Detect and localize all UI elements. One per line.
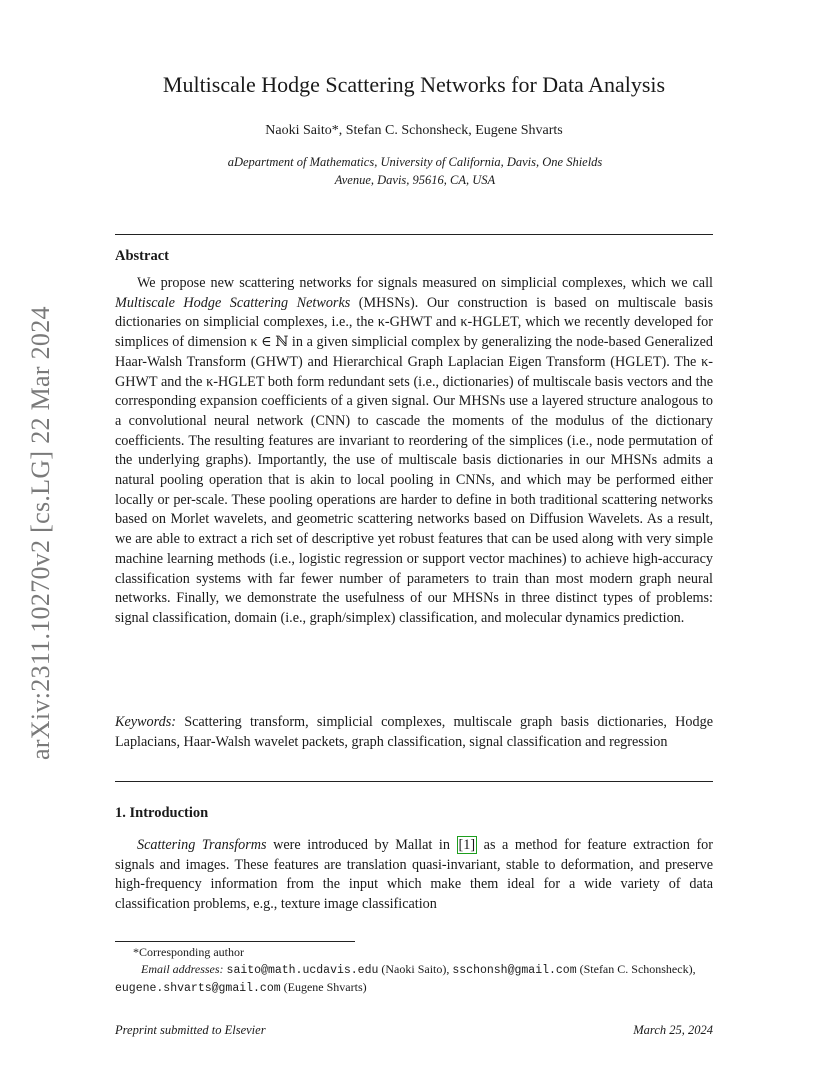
- email-owner-schonsheck: (Stefan C. Schonsheck),: [576, 962, 696, 976]
- abstract-mhsn-term: Multiscale Hodge Scattering Networks: [115, 294, 351, 311]
- email-owner-shvarts: (Eugene Shvarts): [280, 980, 367, 994]
- abstract-bottom-rule: [115, 781, 713, 782]
- abstract-top-rule: [115, 234, 713, 235]
- affiliation-line-2: Avenue, Davis, 95616, CA, USA: [334, 173, 496, 187]
- footnote-corresponding: *Corresponding author: [133, 945, 244, 959]
- keywords-label: Keywords:: [115, 714, 176, 730]
- footnote-rule: [115, 941, 355, 942]
- abstract-body: [115, 274, 713, 629]
- keywords: [115, 713, 713, 752]
- abstract-heading: Abstract: [115, 248, 169, 264]
- affiliation: [185, 153, 645, 189]
- affiliation-line-1: aDepartment of Mathematics, University of California, Davis, One Shields: [227, 155, 603, 169]
- citation-link-1[interactable]: [1]: [458, 837, 476, 853]
- abstract-text-1: We propose new scattering networks for signals measured on simplicial complexes, which we call: [137, 275, 713, 291]
- footnote-emails: [115, 961, 713, 997]
- introduction-body: [115, 836, 713, 915]
- keywords-text: Scattering transform, simplicial complexes, multiscale graph basis dictionaries, Hodge Laplacians, Haar-Walsh wavelet packets, graph classification, signal classification and regression: [115, 714, 713, 750]
- intro-term: Scattering Transforms: [137, 837, 267, 853]
- intro-text-1: were introduced by Mallat in: [266, 837, 457, 853]
- email-link-schonsheck[interactable]: sschonsh@gmail.com: [452, 964, 577, 977]
- email-owner-saito: (Naoki Saito),: [378, 962, 453, 976]
- introduction-heading: 1. Introduction: [115, 805, 209, 821]
- intro-text-2: as a method for feature extraction for signals and images. These features are translation quasi-invariant, stable to deformation, and preserve high-frequency information from the input which make them ideal for a wide variety of data classification problems, e.g., texture image classification: [115, 837, 713, 913]
- footer-date: March 25, 2024: [633, 1023, 713, 1037]
- arxiv-identifier: arXiv:2311.10270v2 [cs.LG] 22 Mar 2024: [26, 306, 55, 760]
- email-link-shvarts[interactable]: eugene.shvarts@gmail.com: [115, 982, 281, 995]
- paper-title: Multiscale Hodge Scattering Networks for Data Analysis: [162, 72, 666, 97]
- footer-preprint: Preprint submitted to Elsevier: [115, 1023, 266, 1037]
- abstract-text-2: (MHSNs). Our construction is based on multiscale basis dictionaries on simplicial complexes, i.e., the κ-GHWT and κ-HGLET, which we recently developed for simplices of dimension κ ∈ ℕ in a given simplicial complex by generalizing the node-based Generalized Haar-Walsh Transform (GHWT) and Hierarchical Graph Laplacian Eigen Transform (HGLET). The κ-GHWT and the κ-HGLET both form redundant sets (i.e., dictionaries) of multiscale basis vectors and the corresponding expansion coefficients of a given signal. Our MHSNs use a layered structure analogous to a convolutional neural network (CNN) to cascade the moments of the modulus of the dictionary coefficients. The resulting features are invariant to reordering of the simplices (i.e., node permutation of the underlying graphs). Importantly, the use of multiscale basis dictionaries in our MHSNs admits a natural pooling operation that is akin to local pooling in CNNs, and which may be performed either locally or per-scale. These pooling operations are harder to define in both traditional scattering networks based on Morlet wavelets, and geometric scattering networks based on Diffusion Wavelets. As a result, we are able to extract a rich set of descriptive yet robust features that can be used along with very simple machine learning methods (i.e., logistic regression or support vector machines) to achieve high-accuracy classification systems with far fewer number of parameters to train than most modern graph neural networks. Finally, we demonstrate the usefulness of our MHSNs in three distinct types of problems: signal classification, domain (i.e., graph/simplex) classification, and molecular dynamics prediction.: [115, 294, 713, 626]
- email-link-saito[interactable]: saito@math.ucdavis.edu: [226, 964, 379, 977]
- email-label: Email addresses:: [141, 962, 224, 976]
- author-list: Naoki Saito*, Stefan C. Schonsheck, Eugene Shvarts: [265, 123, 563, 138]
